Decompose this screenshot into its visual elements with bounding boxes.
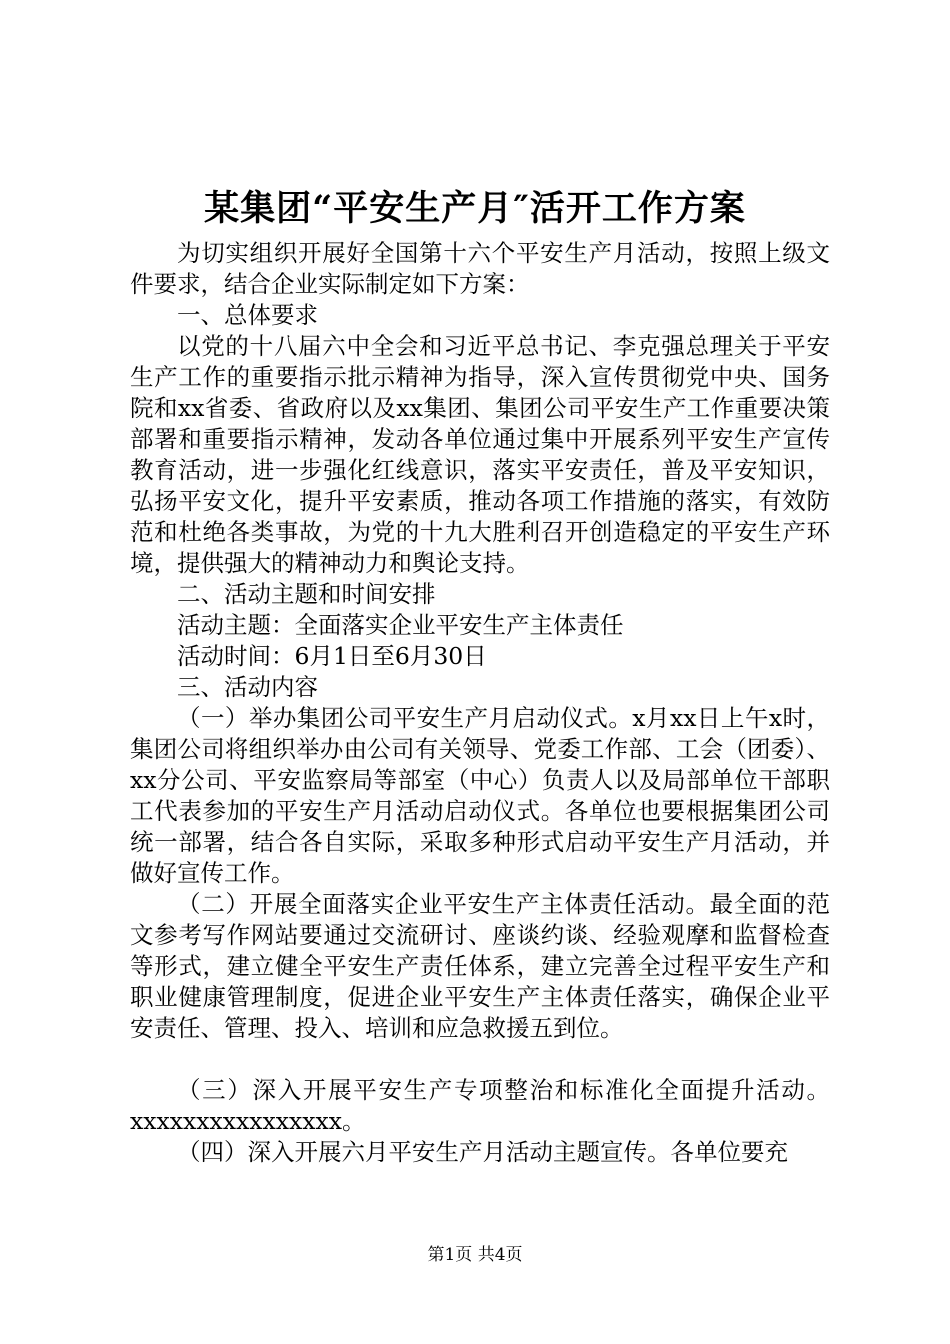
content-item-3-paragraph: （三）深入开展平安生产专项整治和标准化全面提升活动。xxxxxxxxxxxxxxxx。 [130, 1076, 830, 1135]
document-body [130, 238, 830, 1168]
section-heading-theme-schedule: 二、活动主题和时间安排 [177, 580, 436, 608]
general-requirements-paragraph: 以党的十八届六中全会和习近平总书记、李克强总理关于平安生产工作的重要指示批示精神为指导，深入宣传贯彻党中央、国务院和xx省委、省政府以及xx集团、集团公司平安生产工作重要决策部署和重要指示精神，发动各单位通过集中开展系列平安生产宣传教育活动，进一步强化红线意识，落实平安责任，普及平安知识，弘扬平安文化，提升平安素质，推动各项工作措施的落实，有效防范和杜绝各类事故，为党的十九大胜利召开创造稳定的平安生产环境，提供强大的精神动力和舆论支持。 [130, 332, 830, 577]
activity-time-line: 活动时间：6月1日至6月30日 [177, 642, 487, 670]
intro-paragraph: 为切实组织开展好全国第十六个平安生产月活动，按照上级文件要求，结合企业实际制定如下方案： [130, 239, 830, 298]
section-heading-general-requirements: 一、总体要求 [177, 301, 318, 329]
document-title: 某集团“平安生产月″活开工作方案 [204, 188, 746, 229]
content-item-1-paragraph: （一）举办集团公司平安生产月启动仪式。x月xx日上午x时，集团公司将组织举办由公司有关领导、党委工作部、工会（团委）、xx分公司、平安监察局等部室（中心）负责人以及局部单位干部职工代表参加的平安生产月活动启动仪式。各单位也要根据集团公司统一部署，结合各自实际，采取多种形式启动平安生产月活动，并做好宣传工作。 [130, 704, 830, 887]
section-heading-activity-content: 三、活动内容 [177, 673, 318, 701]
content-item-4-paragraph: （四）深入开展六月平安生产月活动主题宣传。各单位要充 [177, 1138, 788, 1166]
page-number-footer: 第1页 共4页 [427, 1245, 523, 1265]
content-item-2-paragraph: （二）开展全面落实企业平安生产主体责任活动。最全面的范文参考写作网站要通过交流研讨、座谈约谈、经验观摩和监督检查等形式，建立健全平安生产责任体系，建立完善全过程平安生产和职业健康管理制度，促进企业平安生产主体责任落实，确保企业平安责任、管理、投入、培训和应急救援五到位。 [130, 890, 830, 1042]
activity-theme-line: 活动主题：全面落实企业平安生产主体责任 [177, 611, 624, 639]
